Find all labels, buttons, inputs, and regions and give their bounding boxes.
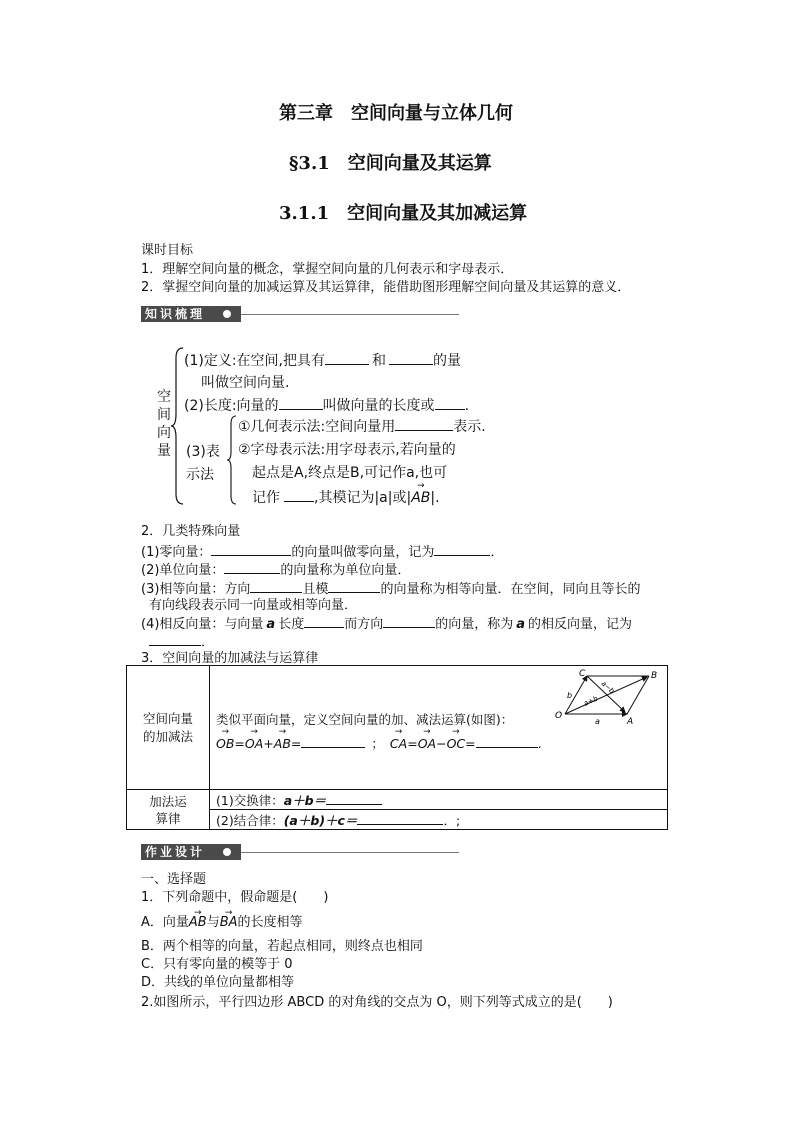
letter-rep-line-1: ②字母表示法:用字母表示,若向量的: [238, 442, 456, 458]
concept-side-label: 空 间 向 量: [157, 389, 171, 459]
row1-content: [210, 666, 668, 790]
fig-label-A: A: [627, 717, 634, 726]
commutative-law: (1)交换律：a＋b＝: [210, 790, 668, 810]
banner-dot-icon: [223, 848, 231, 856]
definition-line-2: 叫做空间向量.: [201, 375, 290, 391]
fig-label-C: C: [579, 669, 586, 679]
ops-heading: 3．空间向量的加减法与运算律: [141, 651, 319, 666]
fig-label-a: a: [595, 717, 600, 726]
banner-rule: [241, 314, 459, 315]
geometric-rep-line: ①几何表示法:空间向量用 表示.: [238, 419, 486, 435]
special-heading: 2．几类特殊向量: [141, 524, 241, 539]
homework-banner: [141, 844, 459, 860]
fig-label-a-plus-b: a+b: [582, 694, 600, 708]
question-1-option-c: C．只有零向量的模等于 0: [141, 957, 293, 972]
goal-item-2: 2．掌握空间向量的加减运算及其运算律，能借助图形理解空间向量及其运算的意义．: [141, 280, 631, 295]
zero-vector-line: (1)零向量： 的向量叫做零向量，记为 ．: [141, 542, 503, 561]
opposite-vector-line-2: ．: [149, 632, 214, 651]
question-2: 2.如图所示，平行四边形 ABCD 的对角线的交点为 O，则下列等式成立的是( ): [141, 995, 613, 1010]
letter-rep-line-3: 记作 ,其模记为|a|或|→ AB|.: [252, 487, 440, 507]
goals-heading: 课时目标: [141, 243, 194, 258]
letter-rep-line-2: 起点是A,终点是B,可记作a,也可: [252, 465, 448, 481]
homework-banner-label: 作业设计: [141, 844, 241, 860]
question-1-option-b: B．两个相等的向量，若起点相同，则终点也相同: [141, 939, 423, 954]
question-1: 1．下列命题中，假命题是( ): [141, 890, 329, 905]
knowledge-banner: [141, 306, 459, 322]
unit-vector-line: (2)单位向量： 的向量称为单位向量．: [141, 560, 410, 579]
ops-table: [126, 665, 668, 830]
row1-text: 类似平面向量，定义空间向量的加、减法运算(如图)：: [216, 712, 514, 727]
chapter-title: 第三章 空间向量与立体几何: [279, 103, 513, 124]
outer-brace-icon: [170, 346, 186, 506]
fig-label-b: b: [567, 691, 573, 700]
fig-label-O: O: [555, 711, 563, 721]
knowledge-banner-label: 知识梳理: [141, 306, 241, 322]
definition-line: (1)定义:在空间,把具有 和 的量: [184, 353, 461, 369]
question-1-option-d: D．共线的单位向量都相等: [141, 975, 295, 990]
rep-label-1: (3)表: [186, 444, 220, 460]
inner-brace-icon: [226, 414, 238, 506]
goal-item-1: 1．理解空间向量的概念，掌握空间向量的几何表示和字母表示．: [141, 262, 514, 277]
row2-label: 加法运 算律: [127, 790, 210, 830]
row1-formula: → OB=→ OA+→ AB= ；→ CA=→ OA−→ OC= .: [216, 734, 542, 752]
section-title: §3.1 空间向量及其运算: [289, 153, 492, 174]
fig-label-a-minus-b: a−b: [599, 679, 616, 696]
length-line: (2)长度:向量的 叫做向量的长度或 .: [184, 398, 470, 414]
subsection-title: 3.1.1 空间向量及其加减运算: [279, 203, 528, 224]
row1-label: 空间向量 的加减法: [127, 666, 210, 790]
banner-rule: [241, 852, 459, 853]
rep-label-2: 示法: [186, 467, 214, 483]
opposite-vector-line: (4)相反向量：与向量 a 长度 而方向 的向量，称为 a 的相反向量，记为: [141, 614, 632, 633]
banner-dot-icon: [223, 310, 231, 318]
fig-label-B: B: [651, 671, 658, 681]
parallelogram-figure: [543, 668, 667, 726]
homework-heading: 一、选择题: [141, 872, 207, 887]
associative-law: (2)结合律：(a＋b)＋c＝ ．;: [210, 810, 668, 830]
question-1-option-a: A．向量→ AB与→ BA的长度相等: [141, 914, 303, 931]
equal-vector-line: (3)相等向量：方向 且模 的向量称为相等向量．在空间，同向且等长的: [141, 579, 640, 598]
equal-vector-line-2: 有向线段表示同一向量或相等向量．: [149, 598, 358, 613]
